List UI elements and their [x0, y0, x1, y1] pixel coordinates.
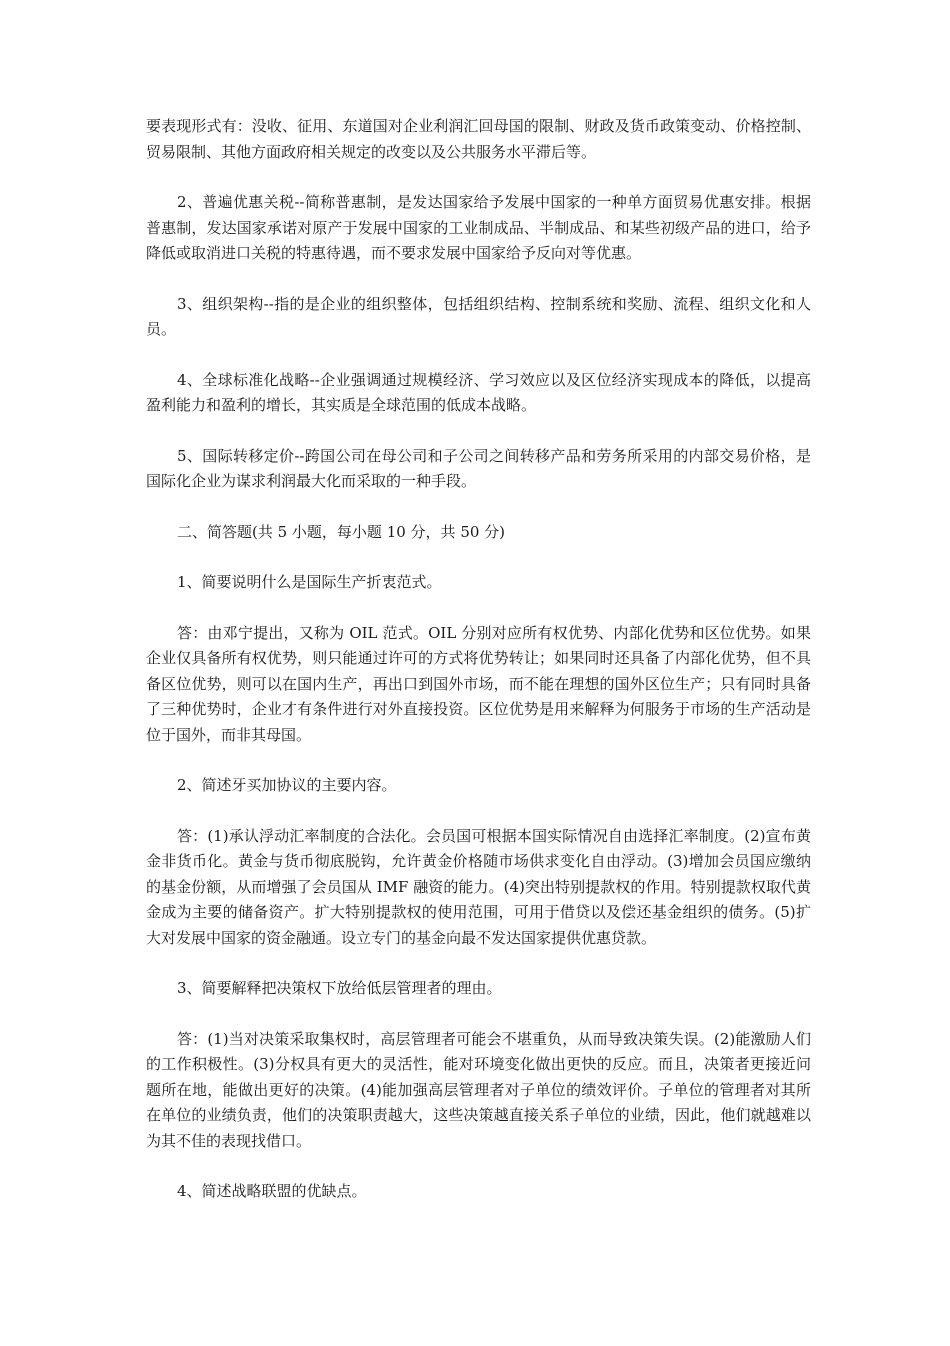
answer-2: 答：(1)承认浮动汇率制度的合法化。会员国可根据本国实际情况自由选择汇率制度。(2)宣布黄金非货币化。黄金与货币彻底脱钩，允许黄金价格随市场供求变化自由浮动。(3)增加会员国应缴纳的基金份额，从而增强了会员国从 IMF 融资的能力。(4)突出特别提款权的作用。特别提款权取代黄金成为主要的储备资产。扩大特别提款权的使用范围，可用于借贷以及偿还基金组织的债务。(5)扩大对发展中国家的资金融通。设立专门的基金向最不发达国家提供优惠贷款。	[146, 826, 811, 947]
paragraph-gsp-definition: 2、普遍优惠关税--简称普惠制，是发达国家给予发展中国家的一种单方面贸易优惠安排。根据普惠制，发达国家承诺对原产于发展中国家的工业制成品、半制成品、和某些初级产品的进口，给予降低或取消进口关税的特惠待遇，而不要求发展中国家给予反向对等优惠。	[146, 193, 811, 262]
paragraph-global-standardization: 4、全球标准化战略--企业强调通过规模经济、学习效应以及区位经济实现成本的降低，以提高盈利能力和盈利的增长，其实质是全球范围的低成本战略。	[146, 370, 811, 414]
answer-1: 答：由邓宁提出，又称为 OIL 范式。OIL 分别对应所有权优势、内部化优势和区位优势。如果企业仅具备所有权优势，则只能通过许可的方式将优势转让；如果同时还具备了内部化优势，但不具备区位优势，则可以在国内生产，再出口到国外市场，而不能在理想的国外区位生产；只有同时具备了三种优势时，企业才有条件进行对外直接投资。区位优势是用来解释为何服务于市场的生产活动是位于国外，而非其母国。	[146, 623, 811, 744]
document-page	[146, 114, 811, 1230]
question-3: 3、简要解释把决策权下放给低层管理者的理由。	[177, 979, 502, 997]
paragraph-organization-architecture: 3、组织架构--指的是企业的组织整体，包括组织结构、控制系统和奖励、流程、组织文化和人员。	[146, 294, 811, 338]
question-4: 4、简述战略联盟的优缺点。	[177, 1182, 367, 1200]
paragraph-transfer-pricing: 5、国际转移定价--跨国公司在母公司和子公司之间转移产品和劳务所采用的内部交易价格，是国际化企业为谋求利润最大化而采取的一种手段。	[146, 446, 811, 490]
section-heading-short-answer: 二、简答题(共 5 小题，每小题 10 分，共 50 分)	[177, 522, 506, 541]
answer-3: 答：(1)当对决策采取集权时，高层管理者可能会不堪重负，从而导致决策失误。(2)能激励人们的工作积极性。(3)分权具有更大的灵活性，能对环境变化做出更快的反应。而且，决策者更接近问题所在地，能做出更好的决策。(4)能加强高层管理者对子单位的绩效评价。子单位的管理者对其所在单位的业绩负责，他们的决策职责越大，这些决策越直接关系子单位的业绩，因此，他们就越难以为其不佳的表现找借口。	[146, 1029, 811, 1150]
question-1: 1、简要说明什么是国际生产折衷范式。	[177, 573, 442, 591]
paragraph-political-risk-forms: 要表现形式有：没收、征用、东道国对企业利润汇回母国的限制、财政及货币政策变动、价格控制、贸易限制、其他方面政府相关规定的改变以及公共服务水平滞后等。	[146, 117, 811, 161]
question-2: 2、简述牙买加协议的主要内容。	[177, 776, 397, 794]
